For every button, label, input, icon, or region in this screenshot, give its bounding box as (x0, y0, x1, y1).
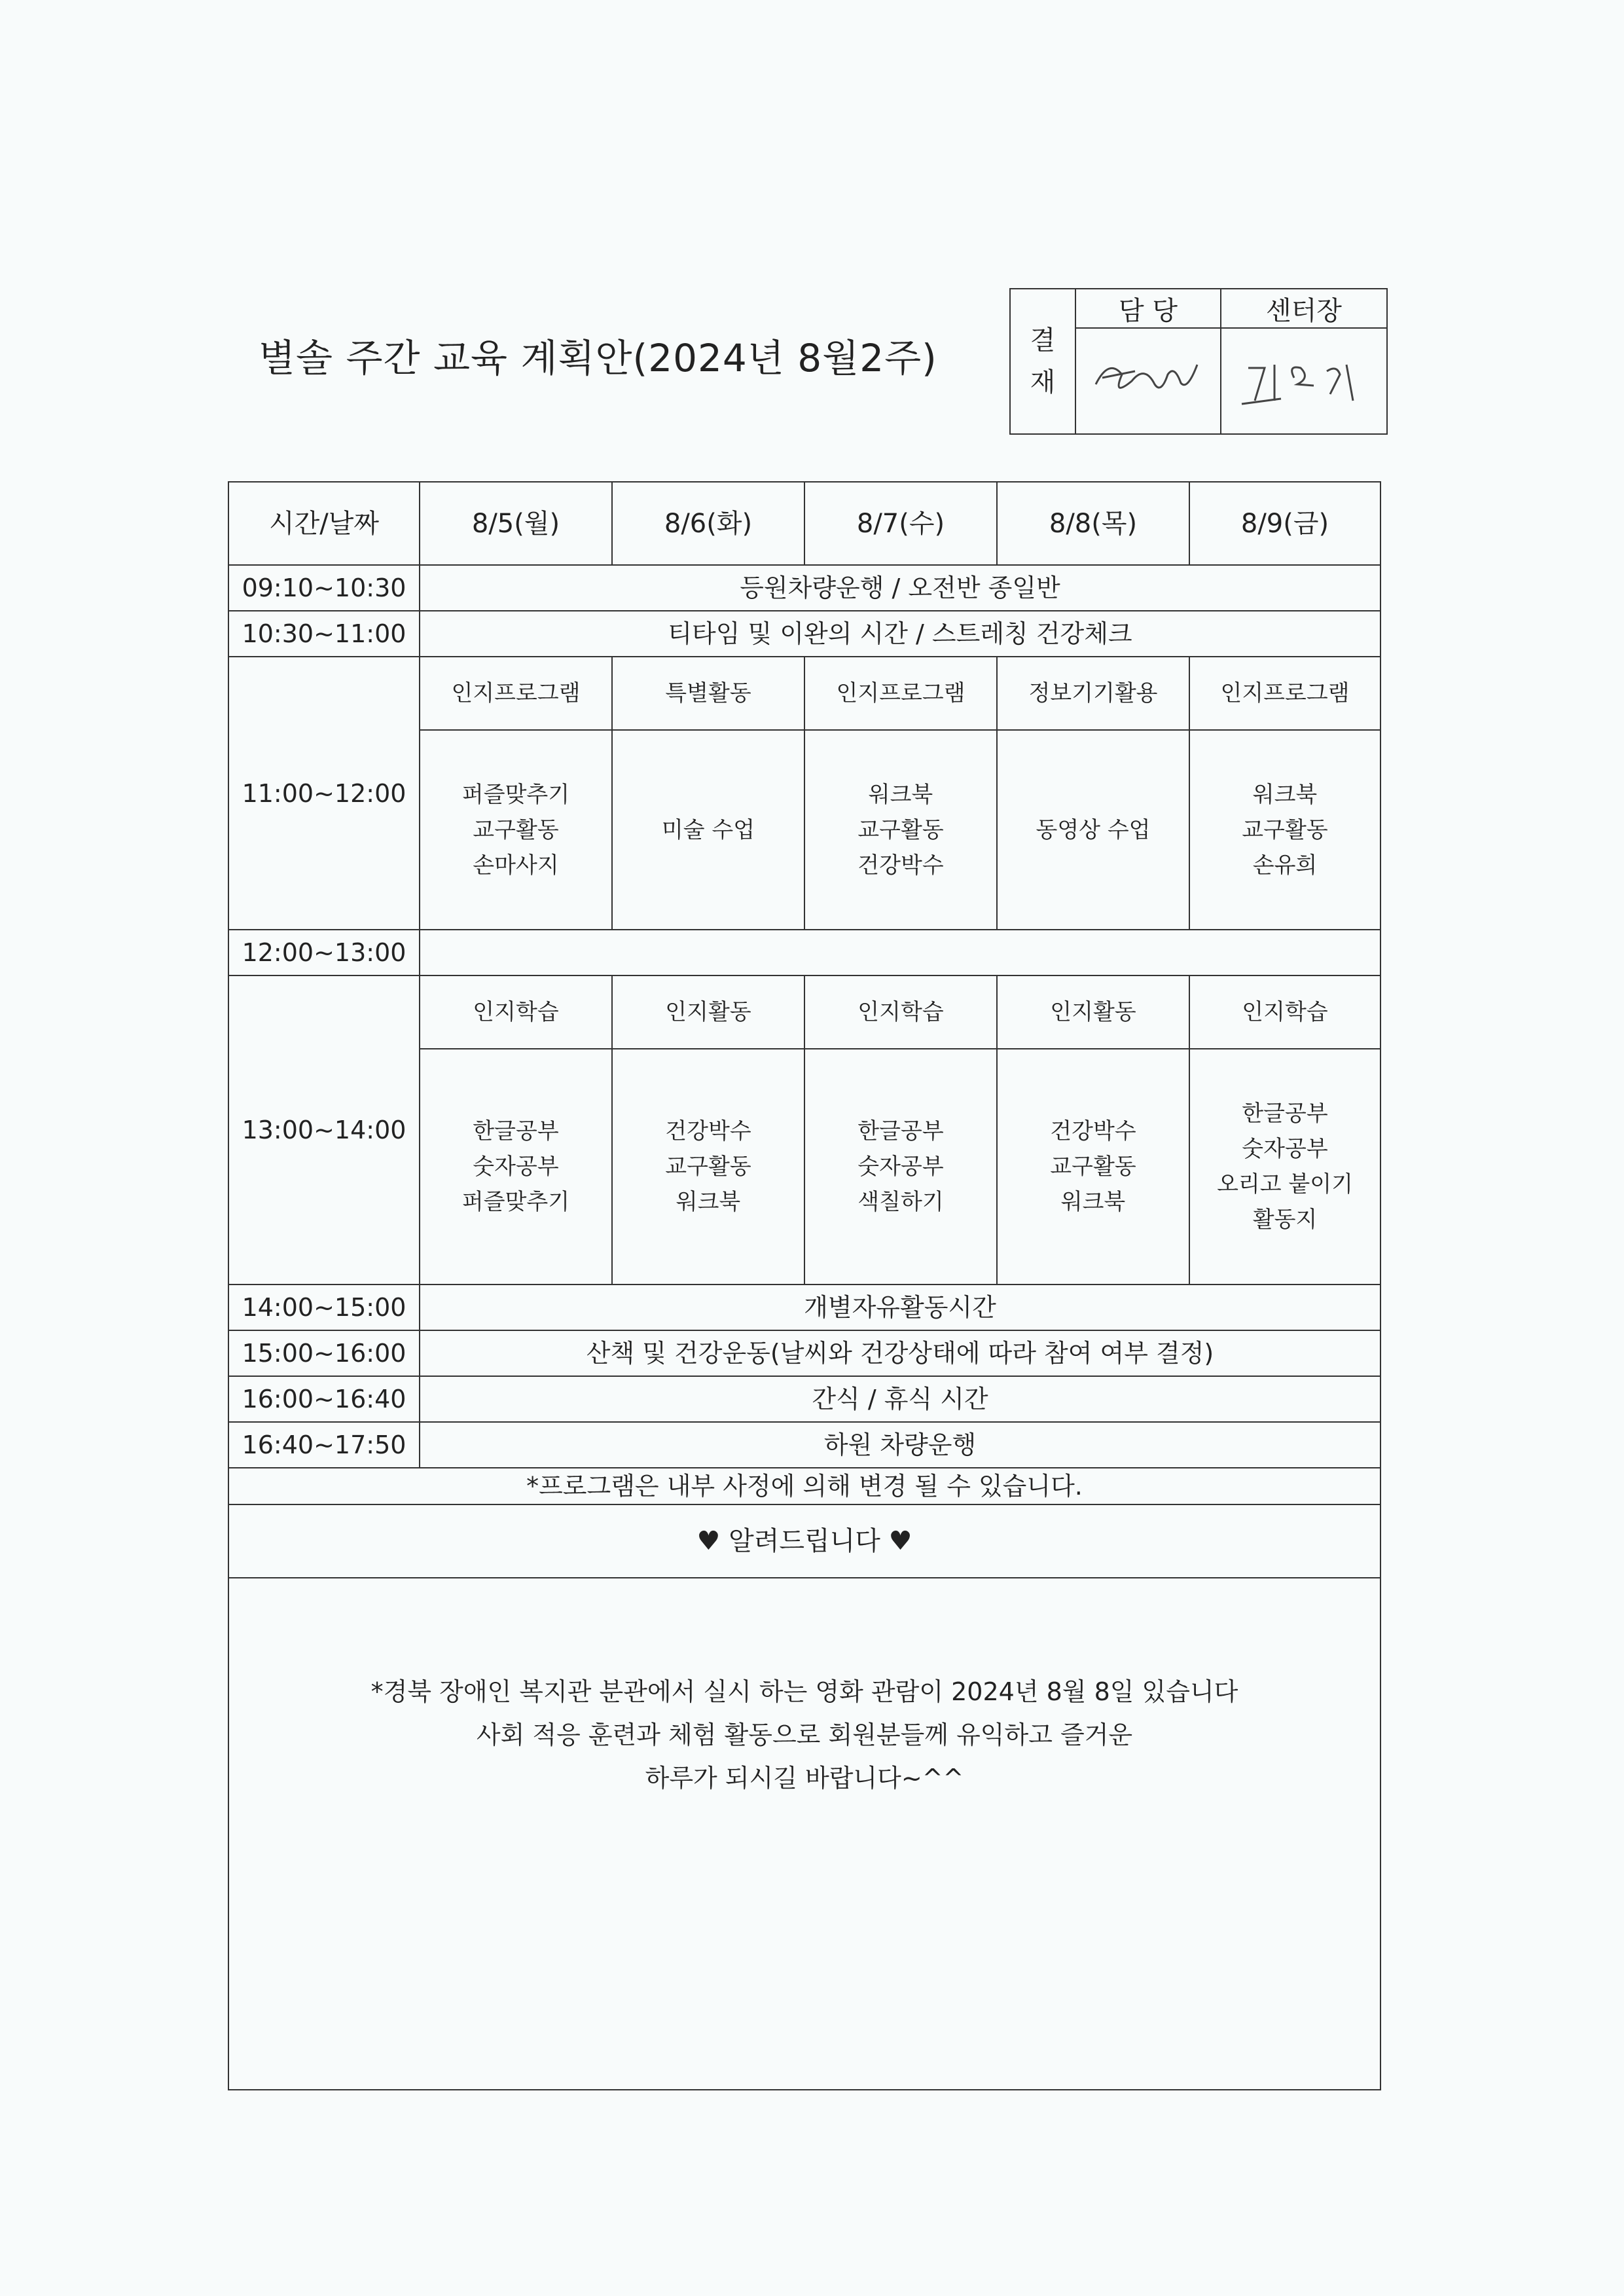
row-time: 12:00~13:00 (228, 930, 420, 975)
activity-line: 손마사지 (473, 852, 559, 879)
category-cell: 인지활동 (997, 975, 1189, 1049)
activity-line: 교구활동 (665, 1154, 751, 1180)
schedule-table (228, 481, 1381, 2090)
header-day-wed: 8/7(수) (804, 482, 997, 565)
signature-director-icon (1229, 338, 1379, 417)
category-cell: 인지학습 (1189, 975, 1380, 1049)
row-time: 14:00~15:00 (228, 1285, 420, 1330)
activity-cell (420, 1049, 612, 1285)
activity-line: 워크북 (868, 781, 933, 808)
category-cell: 인지학습 (804, 975, 997, 1049)
activity-line: 한글공부 (1242, 1101, 1328, 1127)
announcement-body (228, 1578, 1380, 2090)
activity-cell (420, 730, 612, 930)
category-cell: 정보기기활용 (997, 657, 1189, 730)
row-time: 09:10~10:30 (228, 565, 420, 611)
category-cell: 특별활동 (612, 657, 804, 730)
row-activity: 간식 / 휴식 시간 (420, 1376, 1380, 1422)
row-activity: 티타임 및 이완의 시간 / 스트레칭 건강체크 (420, 611, 1380, 657)
activity-cell (804, 730, 997, 930)
activity-line: 퍼즐맞추기 (461, 781, 570, 808)
activity-line: 손유희 (1252, 852, 1318, 879)
signature-manager-icon (1083, 338, 1214, 417)
signature-director (1221, 328, 1387, 434)
activity-line: 미술 수업 (661, 816, 755, 843)
activity-cell (612, 730, 804, 930)
activity-line: 교구활동 (473, 816, 559, 843)
activity-line: 오리고 붙이기 (1217, 1171, 1353, 1197)
row-time: 16:40~17:50 (228, 1422, 420, 1468)
announcement-banner: ♥ 알려드립니다 ♥ (228, 1504, 1380, 1578)
activity-line: 건강박수 (1050, 1118, 1136, 1144)
page-title: 별솔 주간 교육 계획안(2024년 8월2주) (259, 336, 937, 380)
activity-line: 워크북 (1252, 781, 1318, 808)
activity-line: 한글공부 (473, 1118, 559, 1144)
header-day-tue: 8/6(화) (612, 482, 804, 565)
category-cell: 인지프로그램 (804, 657, 997, 730)
row-time: 10:30~11:00 (228, 611, 420, 657)
activity-line: 동영상 수업 (1036, 816, 1151, 843)
row-activity (420, 930, 1380, 975)
row-activity: 하원 차량운행 (420, 1422, 1380, 1468)
approval-role-manager: 담 당 (1075, 289, 1221, 328)
activity-line: 퍼즐맞추기 (461, 1189, 570, 1215)
activity-line: 교구활동 (1050, 1154, 1136, 1180)
activity-line: 건강박수 (665, 1118, 751, 1144)
signature-manager (1075, 328, 1221, 434)
announcement-line: 하루가 되시길 바랍니다~^^ (645, 1764, 964, 1793)
approval-label (1010, 289, 1075, 434)
activity-line: 숫자공부 (1242, 1136, 1328, 1162)
approval-label-bottom: 재 (1030, 367, 1056, 397)
activity-line: 숫자공부 (473, 1154, 559, 1180)
row-activity: 개별자유활동시간 (420, 1285, 1380, 1330)
header-time: 시간/날짜 (228, 482, 420, 565)
row-time: 16:00~16:40 (228, 1376, 420, 1422)
category-cell: 인지프로그램 (420, 657, 612, 730)
activity-cell (997, 1049, 1189, 1285)
activity-cell (997, 730, 1189, 930)
category-cell: 인지학습 (420, 975, 612, 1049)
notice-text: *프로그램은 내부 사정에 의해 변경 될 수 있습니다. (228, 1468, 1380, 1504)
activity-cell (1189, 730, 1380, 930)
activity-line: 활동지 (1252, 1207, 1318, 1233)
activity-cell (1189, 1049, 1380, 1285)
category-cell: 인지프로그램 (1189, 657, 1380, 730)
announcement-line: 사회 적응 훈련과 체험 활동으로 회원분들께 유익하고 즐거운 (476, 1721, 1133, 1749)
row-activity: 등원차량운행 / 오전반 종일반 (420, 565, 1380, 611)
approval-box (1009, 288, 1388, 435)
activity-line: 색칠하기 (857, 1189, 944, 1215)
activity-line: 워크북 (676, 1189, 741, 1215)
activity-cell (804, 1049, 997, 1285)
header-day-mon: 8/5(월) (420, 482, 612, 565)
activity-line: 숫자공부 (857, 1154, 944, 1180)
row-time: 15:00~16:00 (228, 1330, 420, 1376)
approval-label-top: 결 (1030, 325, 1056, 355)
activity-cell (612, 1049, 804, 1285)
activity-line: 워크북 (1060, 1189, 1126, 1215)
activity-line: 교구활동 (1242, 816, 1328, 843)
approval-role-director: 센터장 (1221, 289, 1387, 328)
category-cell: 인지활동 (612, 975, 804, 1049)
announcement-line: *경북 장애인 복지관 분관에서 실시 하는 영화 관람이 2024년 8월 8일 있습니다 (370, 1677, 1238, 1706)
activity-line: 교구활동 (857, 816, 944, 843)
row-time: 11:00~12:00 (228, 657, 420, 930)
header-day-thu: 8/8(목) (997, 482, 1189, 565)
row-time: 13:00~14:00 (228, 975, 420, 1285)
row-activity: 산책 및 건강운동(날씨와 건강상태에 따라 참여 여부 결정) (420, 1330, 1380, 1376)
activity-line: 한글공부 (857, 1118, 944, 1144)
header-day-fri: 8/9(금) (1189, 482, 1380, 565)
activity-line: 건강박수 (857, 852, 944, 879)
